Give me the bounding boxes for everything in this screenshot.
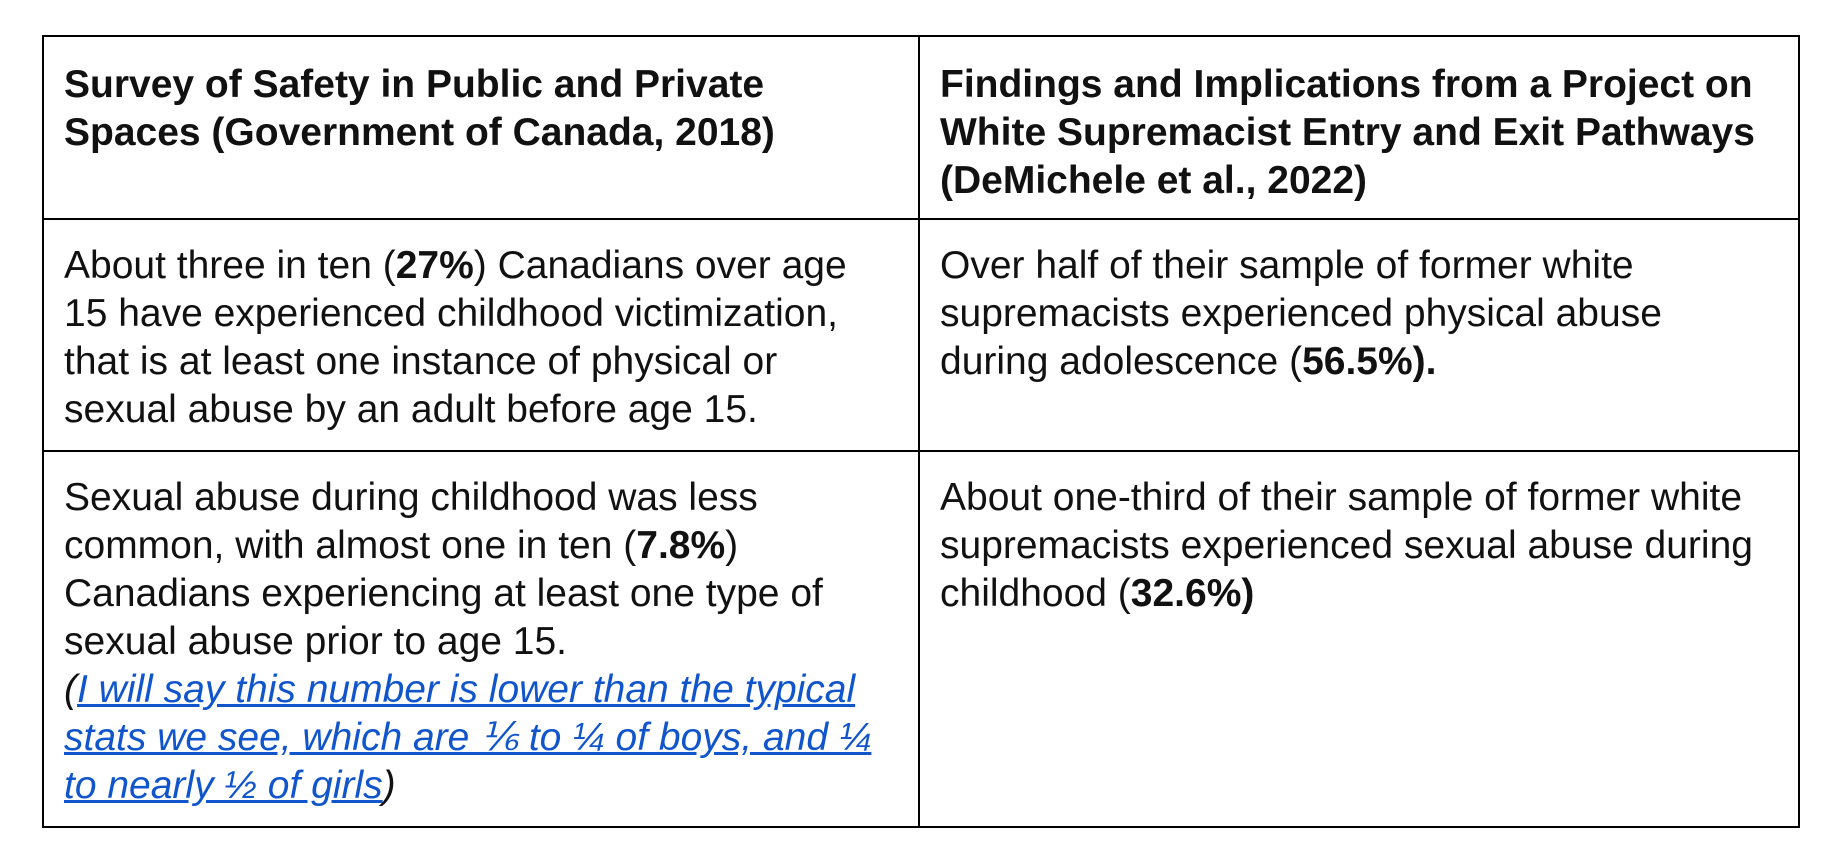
comparison-table — [42, 35, 1800, 828]
table-cell — [919, 219, 1799, 451]
table-row — [43, 451, 1799, 827]
header-cell-demichele-study — [919, 36, 1799, 219]
cell-text: ) Canadians over age 15 have experienced childhood victimization, that is at least one instance of physical or sexual abuse by an adult before age 15. — [64, 244, 847, 431]
table-cell — [919, 451, 1799, 827]
table-header-row — [43, 36, 1799, 219]
cell-text: About one-third of their sample of former white supremacists experienced sexual abuse during childhood ( — [940, 476, 1753, 615]
table-cell — [43, 219, 919, 451]
header-cell-government-survey — [43, 36, 919, 219]
cell-text: About three in ten ( — [64, 244, 396, 287]
statistic-value: 27% — [395, 244, 474, 287]
header-text: Findings and Implications from a Project on White Supremacist Entry and Exit Pathways (DeMichele et al., 2022) — [940, 63, 1755, 202]
table-cell — [43, 451, 919, 827]
statistic-value: 7.8% — [636, 524, 726, 567]
statistic-value: 56.5%). — [1302, 340, 1437, 383]
note-close-paren: ) — [382, 764, 396, 807]
comment-note-link[interactable]: I will say this number is lower than the typical stats we see, which are ⅙ to ¼ of boys, and ¼ to nearly ½ of girls — [64, 668, 872, 807]
statistic-value: 32.6%) — [1130, 572, 1255, 615]
cell-text: Sexual abuse during childhood was less common, with almost one in ten ( — [64, 476, 758, 567]
header-text: Survey of Safety in Public and Private Spaces (Government of Canada, 2018) — [64, 63, 775, 154]
table-row — [43, 219, 1799, 451]
note-open-paren: ( — [64, 668, 77, 711]
cell-text: ) Canadians experiencing at least one type of sexual abuse prior to age 15. — [64, 524, 823, 663]
cell-text: Over half of their sample of former white supremacists experienced physical abuse during adolescence ( — [940, 244, 1662, 383]
